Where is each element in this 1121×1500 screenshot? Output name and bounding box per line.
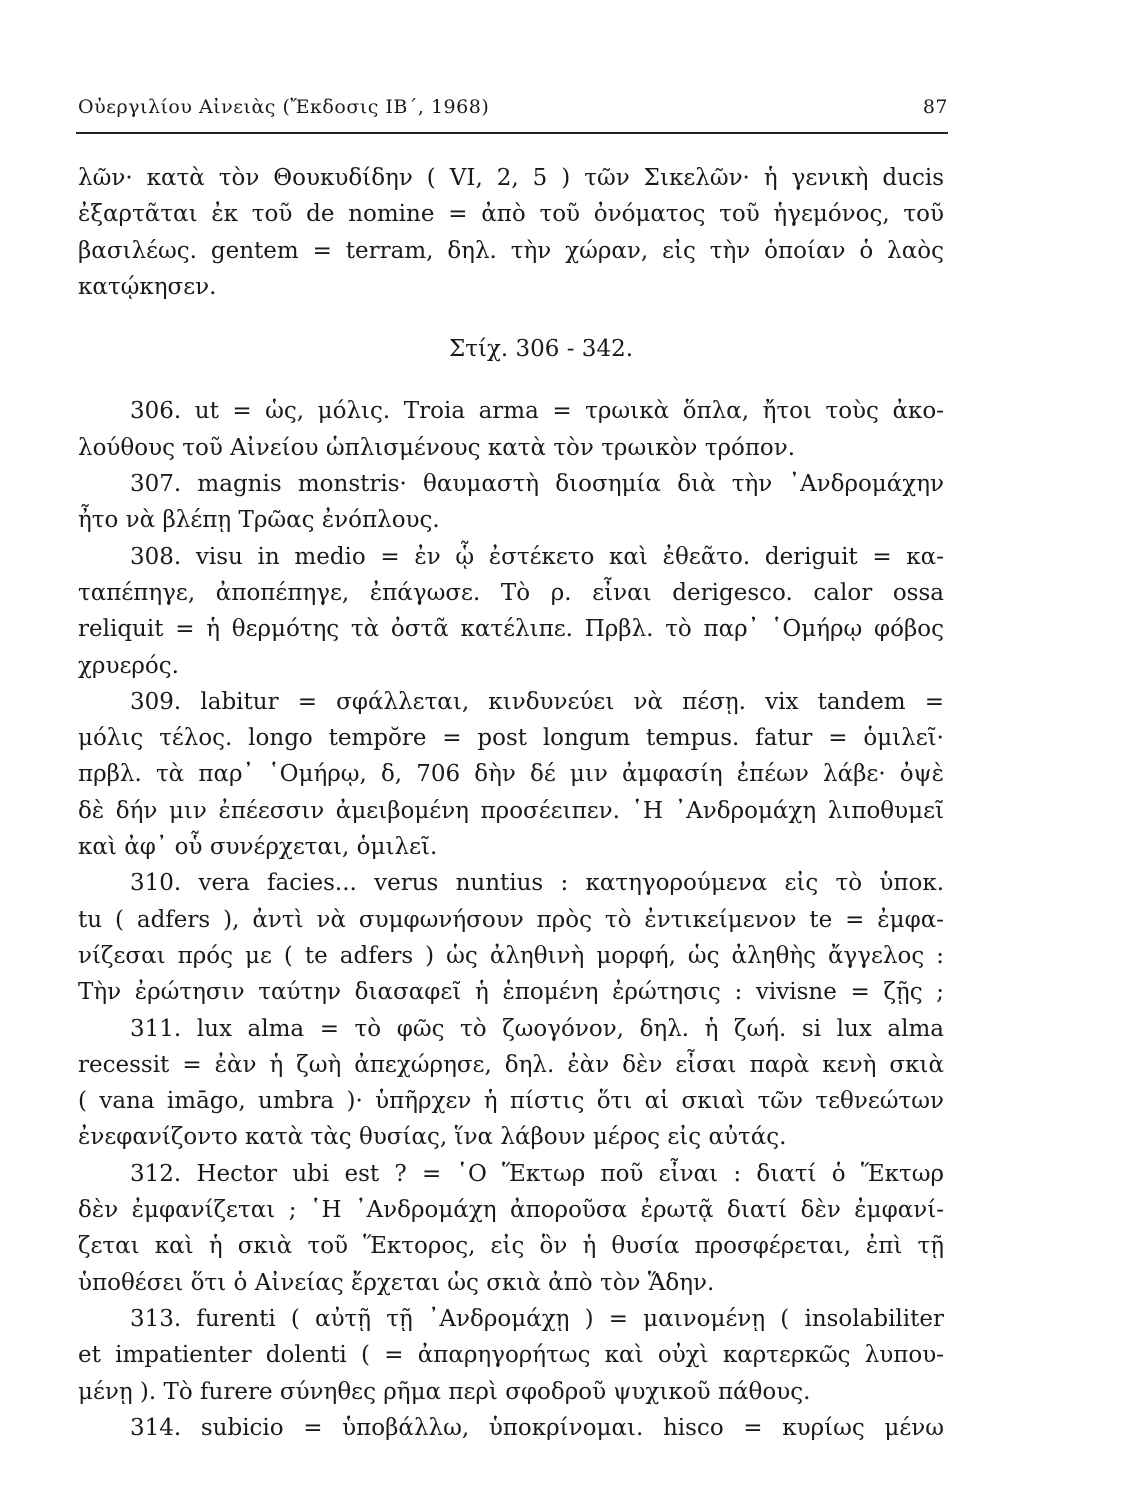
text-line: δὲ δήν μιν ἐπέεσσιν ἀμειβομένη προσέειπεν. ῾Η ᾿Ανδρομάχη λιποθυμεῖ	[78, 797, 944, 824]
text-line: Τὴν ἐρώτησιν ταύτην διασαφεῖ ἡ ἑπομένη ἐρώτησις : vivisne = ζῇς ;	[78, 979, 944, 1006]
header-rule	[76, 132, 948, 134]
text-line: λῶν· κατὰ τὸν Θουκυδίδην ( VI, 2, 5 ) τῶν Σικελῶν· ἡ γενικὴ ducis	[78, 165, 944, 191]
text-line: 306. ut = ὡς, μόλις. Troia arma = τρωικὰ ὅπλα, ἤτοι τοὺς ἀκο-	[130, 398, 944, 425]
section-spacer	[78, 305, 944, 331]
text-line: λούθους τοῦ Αἰνείου ὡπλισμένους κατὰ τὸν τρωικὸν τρόπον.	[78, 434, 796, 461]
text-line: et impatienter dolenti ( = ἀπαρηγορήτως καὶ οὐχὶ καρτερκῶς λυπου-	[78, 1342, 944, 1369]
text-line: tu ( adfers ), ἀντὶ νὰ συμφωνήσουν πρὸς τὸ ἐντικείμενον te = ἐμφα-	[78, 906, 944, 933]
text-line: δὲν ἐμφανίζεται ; ῾Η ᾿Ανδρομάχη ἀποροῦσα ἐρωτᾷ διατί δὲν ἐμφανί-	[78, 1197, 944, 1224]
text-line: πρβλ. τὰ παρ᾿ ῾Ομήρῳ, δ, 706 δὴν δέ μιν ἀμφασίη ἐπέων λάβε· ὀψὲ	[78, 761, 944, 788]
text-line: κατῴκησεν.	[78, 273, 217, 300]
section-heading: Στίχ. 306 - 342.	[448, 336, 634, 363]
text-line: ζεται καὶ ἡ σκιὰ τοῦ Ἕκτορος, εἰς ὃν ἡ θυσία προσφέρεται, ἐπὶ τῇ	[78, 1233, 944, 1260]
text-line: reliquit = ἡ θερμότης τὰ ὀστᾶ κατέλιπε. Πρβλ. τὸ παρ᾿ ῾Ομήρῳ φόβος	[78, 616, 944, 643]
text-line: 307. magnis monstris· θαυμαστὴ διοσημία διὰ τὴν ᾿Ανδρομάχην	[130, 471, 944, 498]
text-line: καὶ ἀφ᾿ οὗ συνέρχεται, ὁμιλεῖ.	[78, 834, 438, 861]
text-line: 309. labitur = σφάλλεται, κινδυνεύει νὰ πέσῃ. vix tandem =	[130, 688, 944, 715]
text-line: ἦτο νὰ βλέπῃ Τρῶας ἐνόπλους.	[78, 507, 440, 534]
commentary-text	[78, 160, 944, 1446]
text-line: 311. lux alma = τὸ φῶς τὸ ζωογόνον, δηλ. ἡ ζωή. si lux alma	[130, 1015, 944, 1042]
text-line: μένῃ ). Τὸ furere σύνηθες ρῆμα περὶ σφοδροῦ ψυχικοῦ πάθους.	[78, 1378, 811, 1405]
text-line: ἐξαρτᾶται ἐκ τοῦ de nomine = ἀπὸ τοῦ ὀνόματος τοῦ ἡγεμόνος, τοῦ	[78, 201, 944, 228]
text-line: νίζεσαι πρός με ( te adfers ) ὡς ἀληθινὴ μορφή, ὡς ἀληθὴς ἄγγελος :	[78, 942, 944, 969]
text-line: 310. vera facies... verus nuntius : κατηγορούμενα εἰς τὸ ὑποκ.	[130, 870, 944, 897]
text-line: 314. subicio = ὑποβάλλω, ὑποκρίνομαι. hisco = κυρίως μένω	[130, 1414, 944, 1441]
text-line: 313. furenti ( αὐτῇ τῇ ᾿Ανδρομάχῃ ) = μαινομένῃ ( insolabiliter	[130, 1305, 944, 1332]
running-head	[78, 96, 948, 126]
text-line: ὑποθέσει ὅτι ὁ Αἰνείας ἔρχεται ὡς σκιὰ ἀπὸ τὸν Ἅδην.	[78, 1269, 715, 1296]
text-line: ταπέπηγε, ἀποπέπηγε, ἐπάγωσε. Τὸ ρ. εἶναι derigesco. calor ossa	[78, 579, 944, 606]
text-line: ( vana imāgo, umbra )· ὑπῆρχεν ἡ πίστις ὅτι αἱ σκιαὶ τῶν τεθνεώτων	[78, 1088, 944, 1115]
text-line: βασιλέως. gentem = terram, δηλ. τὴν χώραν, εἰς τὴν ὁποίαν ὁ λαὸς	[78, 237, 944, 264]
text-line: μόλις τέλος. longo tempŏre = post longum tempus. fatur = ὁμιλεῖ·	[78, 725, 944, 752]
text-line: ἐνεφανίζοντο κατὰ τὰς θυσίας, ἵνα λάβουν μέρος εἰς αὐτάς.	[78, 1124, 787, 1151]
text-line: χρυερός.	[78, 652, 179, 679]
text-line: 308. visu in medio = ἐν ᾧ ἐστέκετο καὶ ἐθεᾶτο. deriguit = κα-	[130, 543, 944, 570]
running-head-title: Οὐεργιλίου Αἰνειὰς (Ἔκδοσις ΙΒ΄, 1968)	[78, 96, 490, 118]
text-line: recessit = ἐὰν ἡ ζωὴ ἀπεχώρησε, δηλ. ἐὰν δὲν εἶσαι παρὰ κενὴ σκιὰ	[78, 1051, 944, 1078]
section-spacer	[78, 367, 944, 393]
text-line: 312. Hector ubi est ? = ῾Ο Ἕκτωρ ποῦ εἶναι : διατί ὁ Ἕκτωρ	[130, 1160, 944, 1187]
page-number: 87	[922, 96, 948, 118]
